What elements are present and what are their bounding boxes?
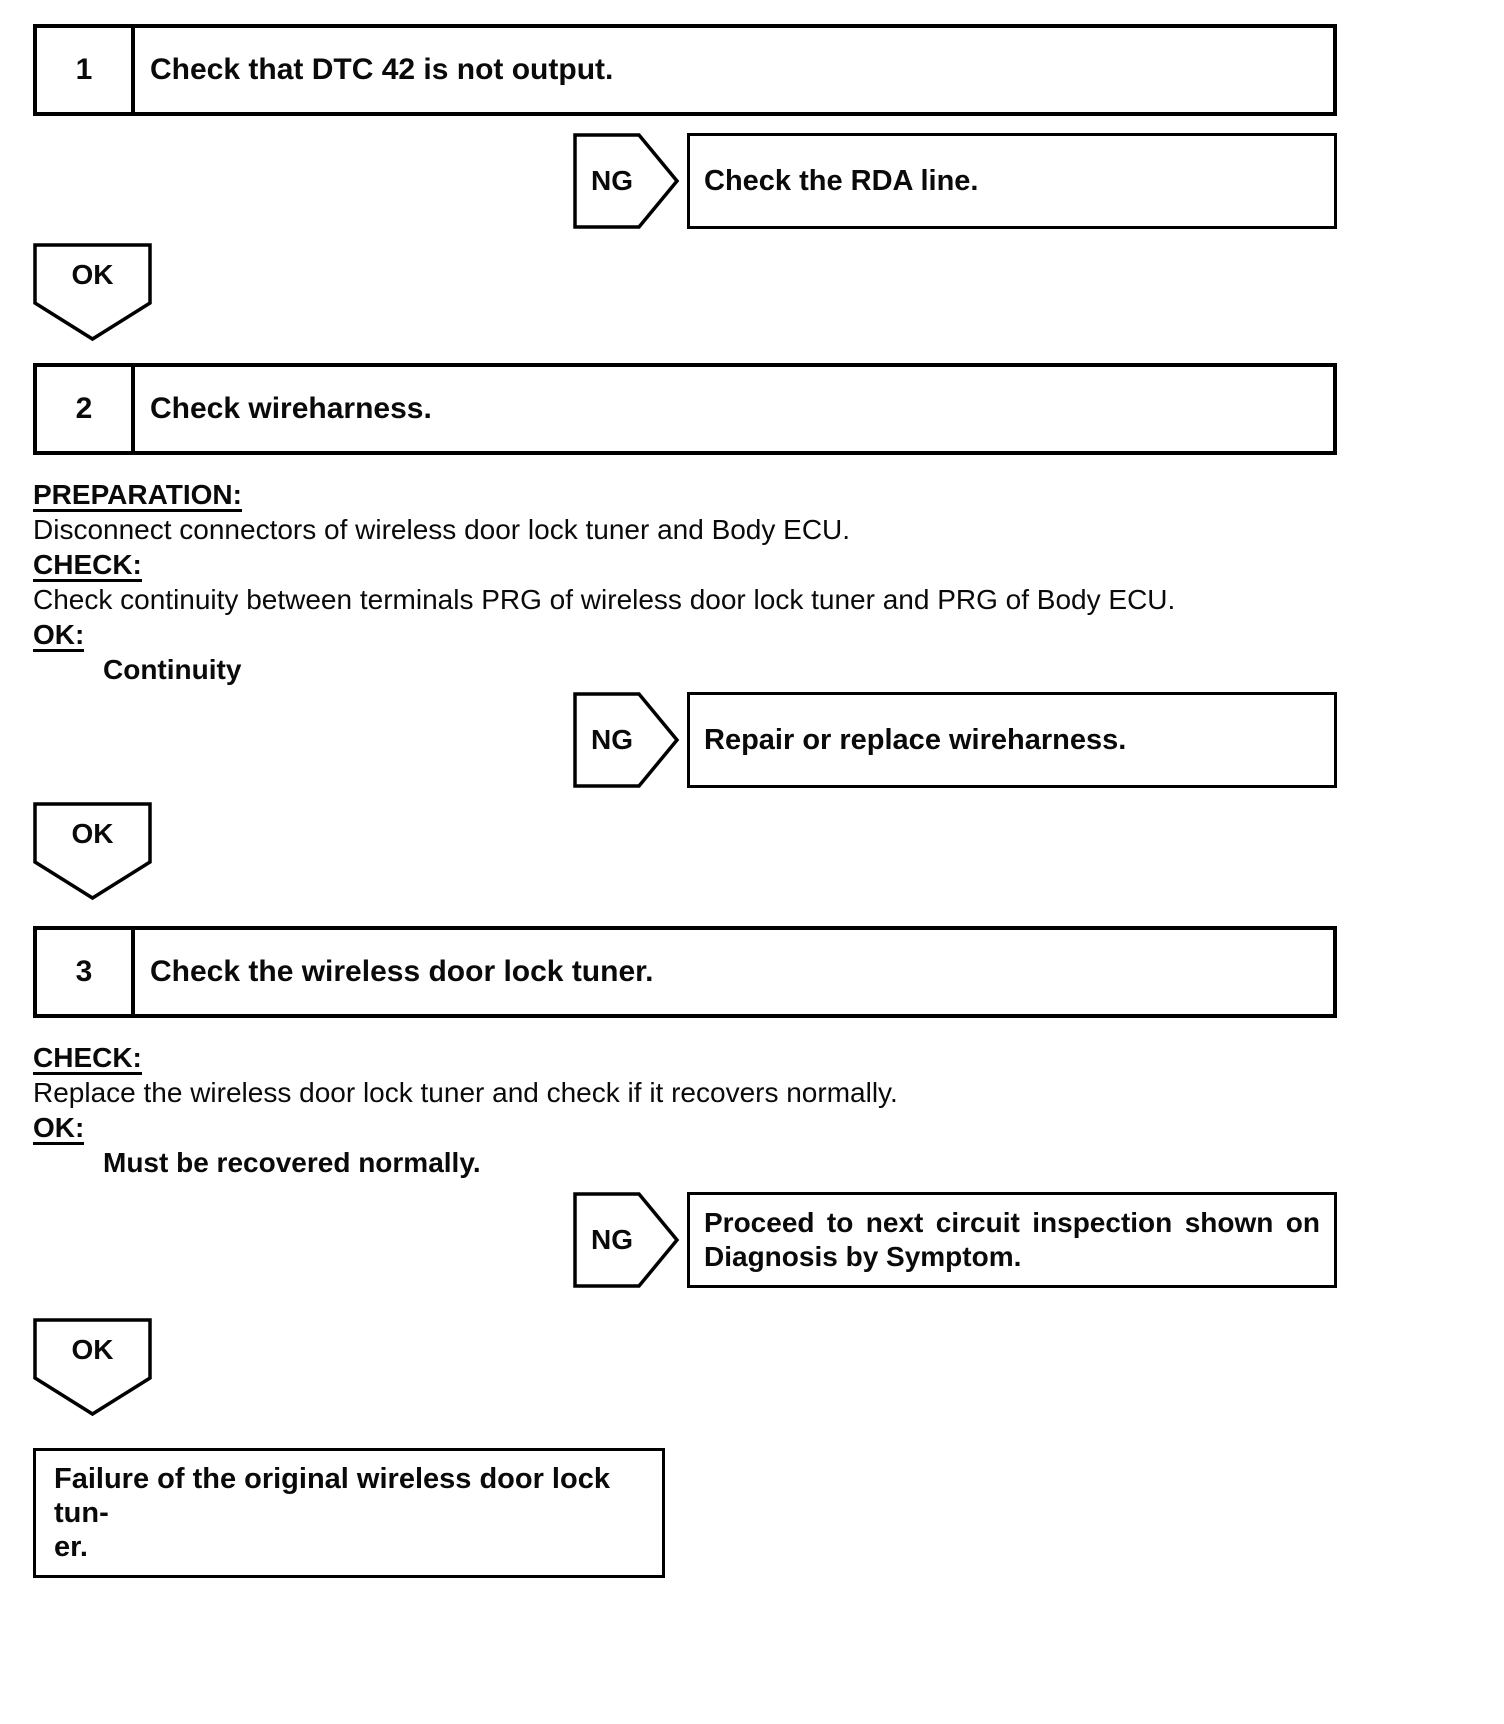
ok-arrow-icon — [33, 802, 152, 901]
step-2-ng-action-text: Repair or replace wireharness. — [704, 723, 1127, 756]
step-3-ng-branch — [573, 1192, 1504, 1288]
check-text: Replace the wireless door lock tuner and check if it recovers normally. — [33, 1077, 898, 1108]
step-3-ng-action-box — [687, 1192, 1337, 1288]
ng-label: NG — [591, 165, 633, 196]
ok-arrow-icon — [33, 243, 152, 342]
ok-heading-row — [33, 1110, 1483, 1145]
ng-arrow-icon — [573, 1192, 680, 1288]
preparation-heading: PREPARATION: — [33, 479, 242, 510]
step-3-number: 3 — [37, 930, 135, 1014]
preparation-text: Disconnect connectors of wireless door lock tuner and Body ECU. — [33, 514, 851, 545]
ng-arrow-icon — [573, 692, 680, 788]
step-3-box — [33, 926, 1337, 1018]
check-text: Check continuity between terminals PRG of wireless door lock tuner and PRG of Body ECU. — [33, 584, 1176, 615]
step-2-ng-branch — [573, 692, 1504, 788]
check-heading: CHECK: — [33, 1042, 142, 1073]
step-3-ng-action-text: Proceed to next circuit inspection shown on Diagnosis by Symptom. — [704, 1207, 1320, 1272]
ok-label: OK — [71, 259, 114, 290]
ok-criteria: Continuity — [103, 654, 242, 685]
result-text-line-1: Failure of the original wireless door lock tun- — [54, 1463, 610, 1529]
step-2-box — [33, 363, 1337, 455]
check-heading-row — [33, 547, 1483, 582]
ok-arrow-icon — [33, 1318, 152, 1417]
step-2-ng-action-box — [687, 692, 1337, 788]
step-1-box — [33, 24, 1337, 116]
check-heading-row — [33, 1040, 1483, 1075]
step-2-number: 2 — [37, 367, 135, 451]
ok-heading: OK: — [33, 619, 85, 650]
step-1-ng-action-box — [687, 133, 1337, 229]
ok-heading-row — [33, 617, 1483, 652]
ng-label: NG — [591, 1224, 633, 1255]
step-2-title: Check wireharness. — [150, 392, 432, 425]
ok-heading: OK: — [33, 1112, 85, 1143]
ng-label: NG — [591, 724, 633, 755]
step-1-ng-branch — [573, 133, 1504, 229]
step-3-title: Check the wireless door lock tuner. — [150, 955, 654, 988]
step-2-details — [33, 477, 1483, 687]
check-heading: CHECK: — [33, 549, 142, 580]
ok-label: OK — [71, 1334, 114, 1365]
ok-criteria: Must be recovered normally. — [103, 1147, 481, 1178]
step-1-title: Check that DTC 42 is not output. — [150, 53, 614, 86]
step-1-number: 1 — [37, 28, 135, 112]
result-text-line-2: er. — [54, 1531, 88, 1563]
ok-label: OK — [71, 818, 114, 849]
ng-arrow-icon — [573, 133, 680, 229]
step-1-ng-action-text: Check the RDA line. — [704, 164, 979, 197]
result-box — [33, 1448, 665, 1578]
preparation-heading-row — [33, 477, 1483, 512]
step-3-details — [33, 1040, 1483, 1180]
